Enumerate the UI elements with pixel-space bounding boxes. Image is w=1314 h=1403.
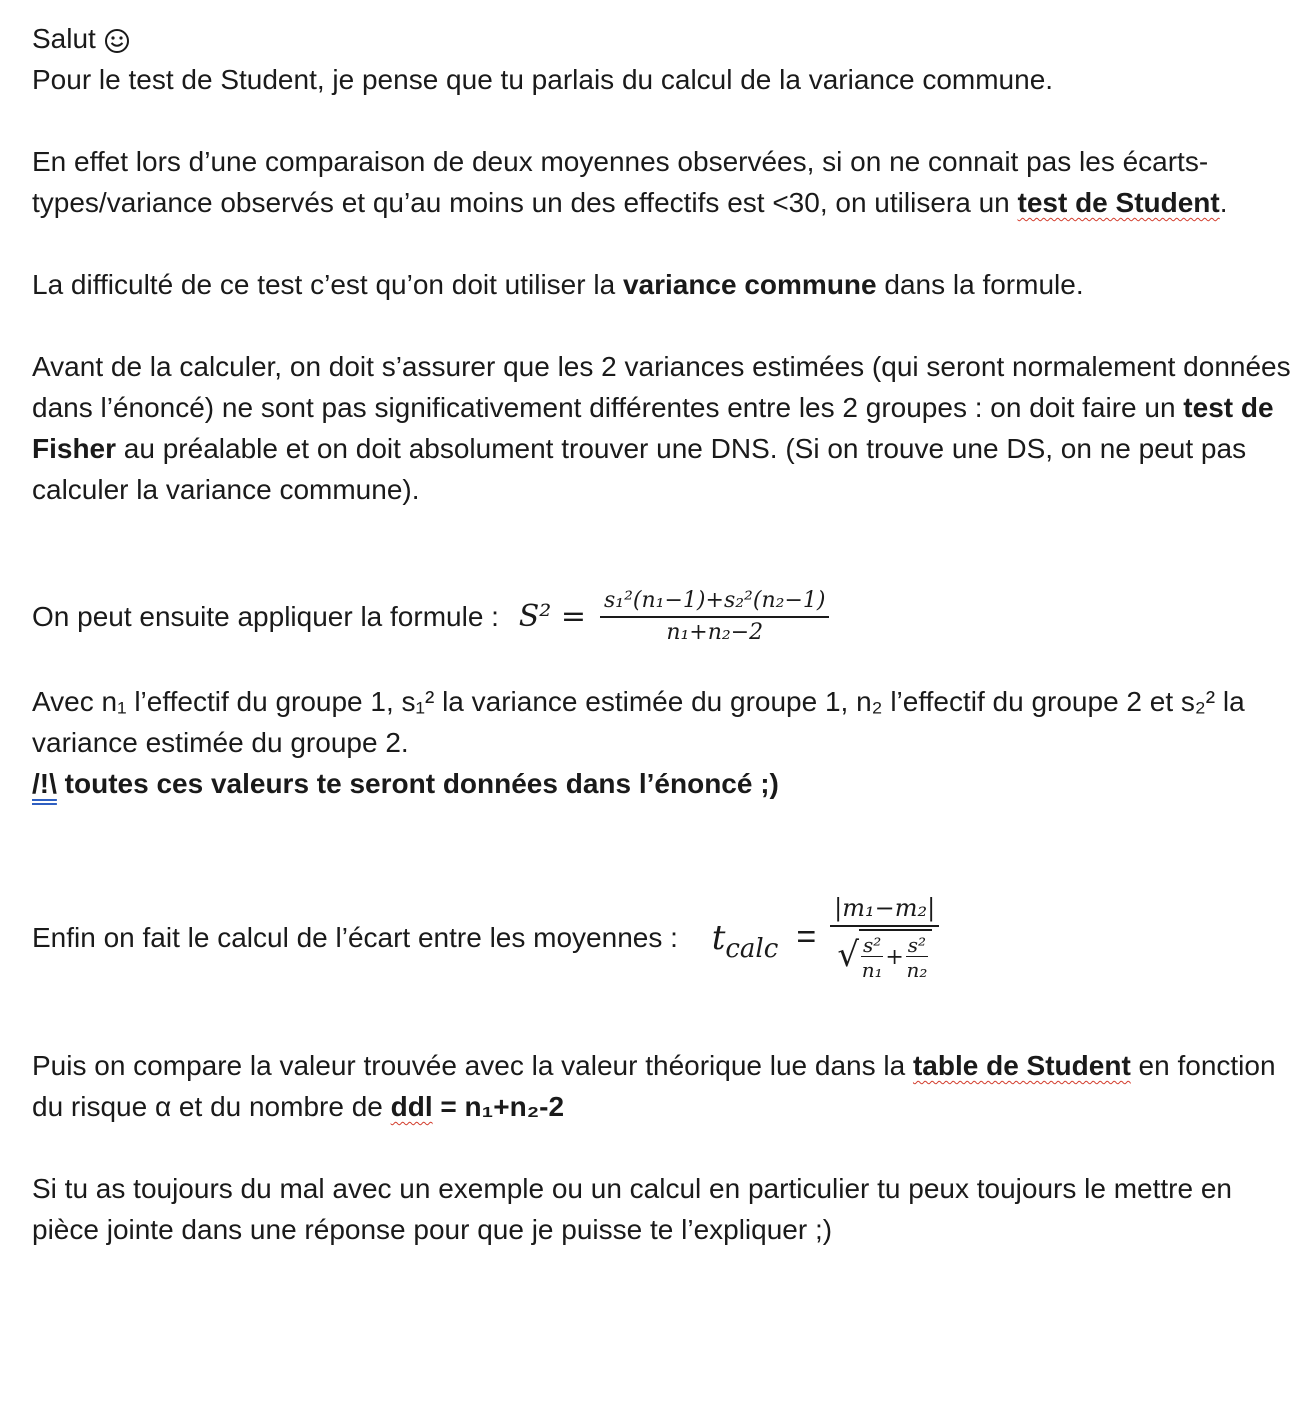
closing-paragraph: Si tu as toujours du mal avec un exemple ou un calcul en particulier tu peux toujours le mettre en pièce jointe dans une réponse pour que je puisse te l’expliquer ;) <box>32 1173 1232 1245</box>
variance-formula-line <box>32 588 1302 645</box>
greeting: Salut <box>32 23 96 54</box>
variance-denominator: n₁+n₂−2 <box>666 620 764 645</box>
ddl-term: ddl <box>390 1091 433 1122</box>
t-denominator <box>830 927 939 981</box>
warning-line <box>32 763 1302 804</box>
formula-lhs: S² = <box>518 599 586 634</box>
warning-mark: /!\ <box>32 768 57 799</box>
variance-fraction <box>600 588 829 645</box>
sqrt-radical: √ $\frac{\text{s²}}{\text{n₁}}$ + $\frac{\text{s²}}{\text{n₂}}$ <box>837 929 932 981</box>
t-equals: = <box>796 918 817 956</box>
warning-text: toutes ces valeurs te seront données dans l’énoncé ;) <box>56 768 779 799</box>
t-formula-intro: Enfin on fait le calcul de l’écart entre les moyennes : <box>32 921 686 953</box>
smiley-icon <box>104 28 130 54</box>
context-paragraph: En effet lors d’une comparaison de deux moyennes observées, si on ne connait pas les écarts-types/variance observés et qu’au moins un des effectifs est <30, on utilisera un test de Student. <box>32 146 1228 218</box>
table-de-student-term: table de Student <box>912 1050 1131 1081</box>
comparison-paragraph: Puis on compare la valeur trouvée avec la valeur théorique lue dans la table de Student en fonction du risque α et du nombre de ddl = n₁+n₂-2 <box>32 1050 1276 1122</box>
variance-commune-term: variance commune <box>622 269 877 300</box>
fisher-paragraph: Avant de la calculer, on doit s’assurer que les 2 variances estimées (qui seront normalement données dans l’énoncé) ne sont pas significativement différentes entre les 2 groupes : on doit faire un test de Fisher au préalable et on doit absolument trouver une DNS. (Si on trouve une DS, on ne peut pas calculer la variance commune). <box>32 351 1291 505</box>
greeting-line <box>32 18 1302 59</box>
test-de-fisher-term: test de Fisher <box>32 392 1274 464</box>
t-formula-line <box>32 894 1302 981</box>
formula-intro: On peut ensuite appliquer la formule : <box>32 600 507 632</box>
t-numerator: |m₁−m₂| <box>830 894 939 927</box>
variance-numerator: s₁²(n₁−1)+s₂²(n₂−1) <box>600 588 829 618</box>
t-lhs: $t_{calc}$ <box>711 917 779 964</box>
document-body <box>32 18 1302 1250</box>
intro-paragraph: Pour le test de Student, je pense que tu parlais du calcul de la variance commune. <box>32 64 1054 95</box>
test-de-student-term: test de Student <box>1017 187 1220 218</box>
definitions-paragraph: Avec n₁ l’effectif du groupe 1, s₁² la variance estimée du groupe 1, n₂ l’effectif du groupe 2 et s₂² la variance estimée du groupe 2. <box>32 686 1245 758</box>
difficulty-paragraph: La difficulté de ce test c’est qu’on doit utiliser la variance commune dans la formule. <box>32 269 1084 300</box>
t-fraction <box>830 894 939 981</box>
